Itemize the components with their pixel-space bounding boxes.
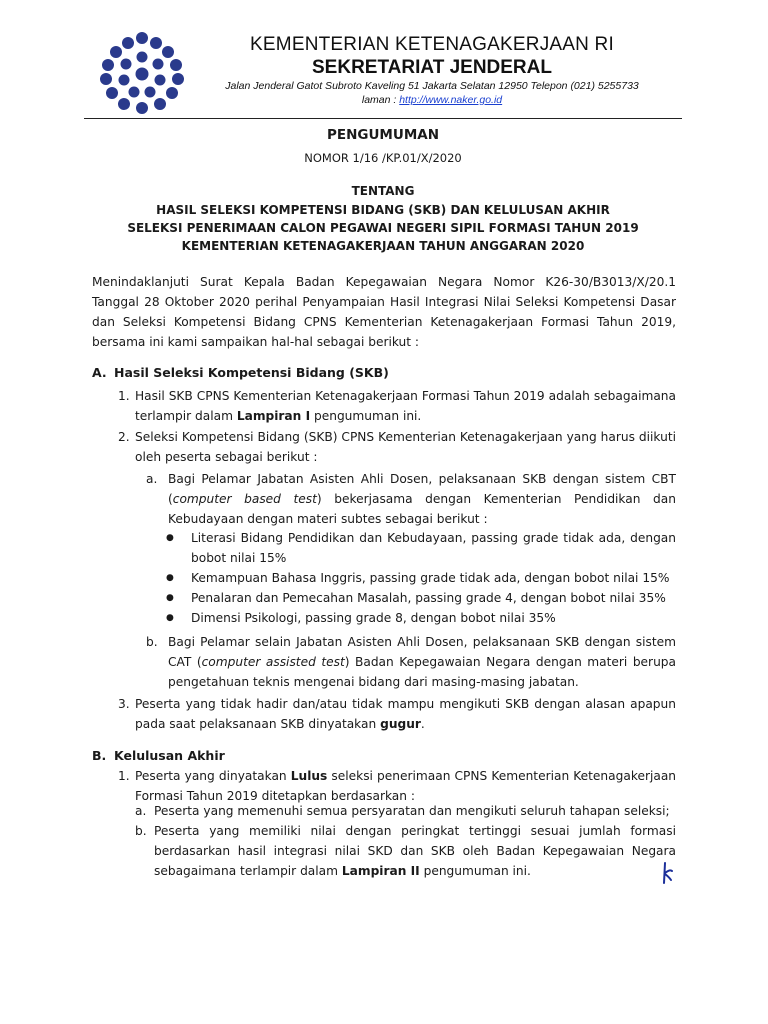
sub-item-italic: computer assisted test — [201, 655, 345, 669]
website-line — [192, 94, 672, 106]
sub-item-text-end: ) Badan Kepegawaian Negara dengan materi berupa pengetahuan teknis mengenai bidang dari masing-masing jabatan. — [168, 655, 676, 689]
bullet-text: Kemampuan Bahasa Inggris, passing grade tidak ada, dengan bobot nilai 15% — [191, 571, 670, 585]
sub-item-text: Bagi Pelamar Jabatan Asisten Ahli Dosen, pelaksanaan SKB dengan sistem CBT ( — [168, 472, 676, 506]
section-a-title: Hasil Seleksi Kompetensi Bidang (SKB) — [114, 365, 389, 380]
section-b-item-1-sub-b — [118, 821, 676, 881]
sub-item-letter: a. — [146, 472, 158, 486]
item-text: Peserta yang tidak hadir dan/atau tidak mampu mengikuti SKB dengan alasan apapun pada saat pelaksanaan SKB dinyatakan — [135, 697, 676, 731]
section-b-item-1-sub-a — [118, 801, 676, 821]
sub-item-bold-text: Lampiran II — [341, 864, 420, 878]
bullet-text: Penalaran dan Pemecahan Masalah, passing grade 4, dengan bobot nilai 35% — [191, 591, 666, 605]
item-number: 3. — [118, 697, 130, 711]
bullet-icon: ● — [166, 533, 174, 543]
website-link[interactable]: http://www.naker.go.id — [399, 94, 503, 106]
bullet-icon: ● — [166, 613, 174, 623]
sub-item-letter: b. — [146, 635, 158, 649]
section-a-heading — [92, 365, 389, 380]
section-b-heading — [92, 748, 225, 763]
item-text: Hasil SKB CPNS Kementerian Ketenagakerjaan Formasi Tahun 2019 adalah sebagaimana terlampir dalam — [135, 389, 676, 423]
subject-line-1: HASIL SELEKSI KOMPETENSI BIDANG (SKB) DAN KELULUSAN AKHIR — [156, 203, 610, 217]
subject-intro: TENTANG — [351, 184, 415, 198]
section-a-item-2 — [118, 427, 676, 467]
bullet-item — [166, 528, 676, 568]
secretariat-name: SEKRETARIAT JENDERAL — [312, 57, 552, 78]
signature-initial-mark — [655, 860, 677, 886]
section-a-label: A. — [92, 365, 107, 380]
item-bold-text: Lampiran I — [236, 409, 311, 423]
bullet-item — [166, 588, 676, 608]
sub-item-italic: computer based test — [172, 492, 317, 506]
document-number: NOMOR 1/16 /KP.01/X/2020 — [304, 151, 462, 165]
item-bold-text: Lulus — [290, 769, 328, 783]
website-label: laman : — [361, 94, 400, 106]
section-b-item-1 — [118, 766, 676, 806]
document-title: PENGUMUMAN — [326, 127, 440, 143]
section-b-label: B. — [92, 748, 107, 763]
bullet-text: Dimensi Psikologi, passing grade 8, dengan bobot nilai 35% — [191, 611, 556, 625]
bullet-item — [166, 608, 676, 628]
sub-item-letter: b. — [135, 824, 147, 838]
ministry-name: KEMENTERIAN KETENAGAKERJAAN RI — [250, 34, 614, 55]
header-divider — [84, 118, 682, 119]
item-text-end: seleksi penerimaan CPNS Kementerian Ketenagakerjaan Formasi Tahun 2019 ditetapkan berdasarkan : — [135, 769, 677, 803]
sub-item-text: Bagi Pelamar selain Jabatan Asisten Ahli Dosen, pelaksanaan SKB dengan sistem CAT ( — [168, 635, 676, 669]
intro-paragraph: Menindaklanjuti Surat Kepala Badan Kepegawaian Negara Nomor K26-30/B3013/X/20.1 Tanggal 28 Oktober 2020 perihal Penyampaian Hasil Integrasi Nilai Seleksi Kompetensi Dasar dan Seleksi Kompetensi Bidang CPNS Kementerian Ketenagakerjaan Formasi Tahun 2019, bersama ini kami sampaikan hal-hal sebagai berikut : — [92, 275, 676, 349]
sub-item-letter: a. — [135, 804, 147, 818]
section-b-title: Kelulusan Akhir — [114, 748, 225, 763]
item-text-end: pengumuman ini. — [310, 409, 422, 423]
sub-item-text: Peserta yang memenuhi semua persyaratan dan mengikuti seluruh tahapan seleksi; — [154, 804, 670, 818]
sub-item-text-end: pengumuman ini. — [419, 864, 531, 878]
ministry-logo — [96, 30, 188, 114]
item-text-end: . — [420, 717, 425, 731]
item-number: 1. — [118, 769, 130, 783]
bullet-text: Literasi Bidang Pendidikan dan Kebudayaan, passing grade tidak ada, dengan bobot nilai 15% — [191, 531, 676, 565]
bullet-item — [166, 568, 676, 588]
section-a-item-1 — [118, 386, 676, 426]
item-number: 1. — [118, 389, 130, 403]
section-a-item-2-sub-a — [146, 469, 676, 529]
sub-item-text: Peserta yang memiliki nilai dengan peringkat tertinggi sesuai jumlah formasi berdasarkan hasil integrasi nilai SKD dan SKB oleh Badan Kepegawaian Negara sebagaimana terlampir dalam — [154, 824, 676, 878]
section-a-item-3 — [118, 694, 676, 734]
bullet-icon: ● — [166, 573, 174, 583]
section-a-item-2-sub-b — [146, 632, 676, 692]
office-address: Jalan Jenderal Gatot Subroto Kaveling 51 Jakarta Selatan 12950 Telepon (021) 5255733 — [225, 80, 639, 92]
subject-line-3: KEMENTERIAN KETENAGAKERJAAN TAHUN ANGGARAN 2020 — [181, 239, 585, 253]
sub-item-text-end: ) bekerjasama dengan Kementerian Pendidikan dan Kebudayaan dengan materi subtes sebagai berikut : — [168, 492, 676, 526]
item-bold-text: gugur — [380, 717, 421, 731]
item-text: Peserta yang dinyatakan — [135, 769, 291, 783]
subject-line-2: SELEKSI PENERIMAAN CALON PEGAWAI NEGERI SIPIL FORMASI TAHUN 2019 — [127, 221, 639, 235]
item-text: Seleksi Kompetensi Bidang (SKB) CPNS Kementerian Ketenagakerjaan yang harus diikuti oleh peserta sebagai berikut : — [135, 430, 676, 464]
bullet-icon: ● — [166, 593, 174, 603]
item-number: 2. — [118, 430, 130, 444]
